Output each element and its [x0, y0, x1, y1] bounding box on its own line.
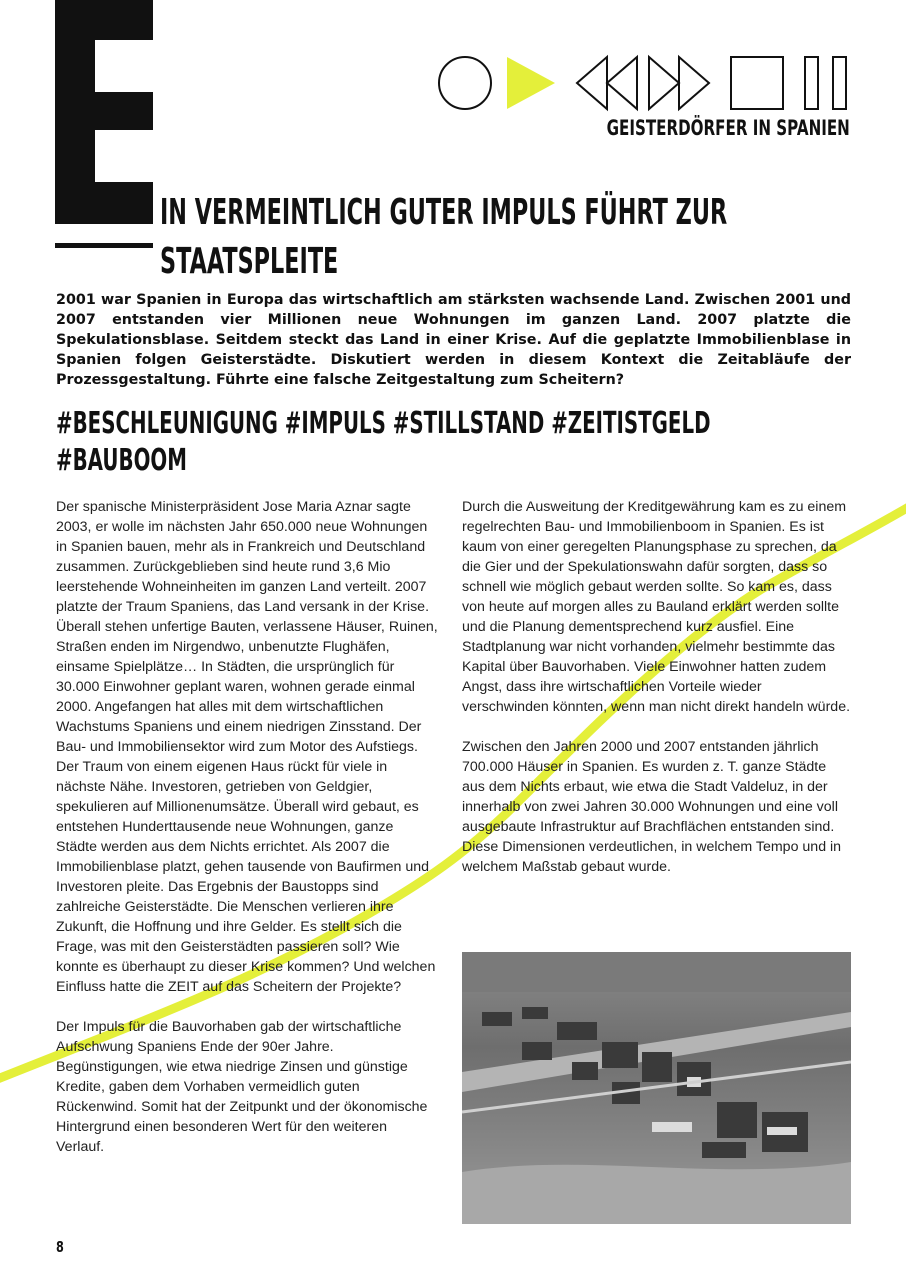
hashtags-line-2: #BAUBOOM: [56, 443, 187, 478]
body-paragraph: Durch die Ausweitung der Kreditgewährung kam es zu einem regelrechten Bau- und Immobilienboom in Spanien. Es ist kaum von einer geregelten Planungsphase zu sprechen, da die Gier und der Spekulationswahn dafür sorgten, dass so schnell wie möglich gebaut werden sollte. So kam es, dass von heute auf morgen alles zu Bauland erklärt werden sollte und die Planung dementsprechend kurz ausfiel. Eine Stadtplanung war nicht vorhanden, vielmehr bestimmte das Kapital über Bauvorhaben. Viele Einwohner hatten zudem Angst, dass ihre wirtschaftlichen Vorteile wieder verschwinden könnten, wenn man nicht direkt handeln würde.: [462, 499, 851, 715]
headline-line-1: IN VERMEINTLICH GUTER IMPULS FÜHRT ZUR: [160, 192, 728, 233]
hashtags-line-1: #BESCHLEUNIGUNG #IMPULS #STILLSTAND #ZEITISTGELD: [56, 406, 711, 441]
hashtags: [56, 405, 782, 479]
headline: [160, 188, 780, 286]
body-paragraph: Zwischen den Jahren 2000 und 2007 entstanden jährlich 700.000 Häuser in Spanien. Es wurden z. T. ganze Städte aus dem Nichts erbaut, wie etwa die Stadt Valdeluz, in der innerhalb von zwei Jahren 30.000 Wohnungen und eine voll ausgebaute Infrastruktur auf Brachflächen entstanden sind. Diese Dimensionen verdeutlichen, in welchem Tempo und in welchem Maßstab gebaut wurde.: [462, 739, 842, 875]
body-paragraph: Der Impuls für die Bauvorhaben gab der wirtschaftliche Aufschwung Spaniens Ende der 90er Jahre. Begünstigungen, wie etwa niedrige Zinsen und günstige Kredite, gaben dem Vorhaben vermeidlich guten Rückenwind. Somit hat der Zeitpunkt und der ökonomische Hintergrund einen besonderen Wert für den weiteren Verlauf.: [56, 1019, 428, 1155]
stop-icon: [731, 57, 783, 109]
running-head: GEISTERDÖRFER IN SPANIEN: [606, 116, 850, 140]
body-column-left: [56, 497, 438, 1177]
lead-paragraph: 2001 war Spanien in Europa das wirtschaftlich am stärksten wachsende Land. Zwischen 2001 und 2007 entstanden vier Millionen neue Wohnungen im ganzen Land. 2007 platzte die Spekulationsblase. Seitdem steckt das Land in einer Krise. Auf die geplatzte Immobilienblase in Spanien folgen Geisterstädte. Diskutiert werden in diesem Kontext die Zeitabläufe der Prozessgestaltung. Führte eine falsche Zeitgestaltung zum Scheitern?: [56, 292, 851, 388]
drop-cap-rule: [55, 243, 153, 248]
aerial-photo-ghost-town: [462, 952, 851, 1224]
circle-icon: [439, 57, 491, 109]
fast-forward-icon: [649, 57, 709, 109]
page-number: 8: [56, 1238, 64, 1256]
headline-line-2: STAATSPLEITE: [160, 241, 339, 282]
media-controls-icons: [437, 53, 852, 113]
play-icon: [507, 57, 555, 109]
body-column-right: [462, 497, 852, 897]
drop-cap-e: [55, 0, 153, 224]
pause-icon: [805, 57, 846, 109]
rewind-icon: [577, 57, 637, 109]
body-paragraph: Der spanische Ministerpräsident Jose Maria Aznar sagte 2003, er wolle im nächsten Jahr 650.000 neue Wohnungen in Spanien bauen, mehr als in Frankreich und Deutschland zusammen. Zurückgeblieben sind heute rund 3,6 Mio leerstehende Wohneinheiten im ganzen Land verteilt. 2007 platzte der Traum Spaniens, das Land versank in der Krise. Überall stehen unfertige Bauten, verlassene Häuser, Ruinen, Straßen enden im Nirgendwo, unbenutzte Flughäfen, einsame Spielplätze… In Städten, die ursprünglich für 30.000 Einwohner geplant waren, wohnen gerade einmal 2000. Angefangen hat alles mit dem wirtschaftlichen Wachstums Spaniens und einem niedrigen Zinsstand. Der Bau- und Immobiliensektor wird zum Motor des Aufstiegs. Der Traum von einem eigenen Haus rückt für viele in nächste Nähe. Investoren, getrieben von Geldgier, spekulieren auf Millionenumsätze. Überall wird gebaut, es entstehen Hunderttausende neue Wohnungen, ganze Städte werden aus dem Nichts errichtet. Als 2007 die Immobilienblase platzt, gehen tausende von Baufirmen und Investoren pleite. Das Ergebnis der Baustopps sind zahlreiche Geisterstädte. Die Menschen verlieren ihre Zukunft, die Hoffnung und ihre Gelder. Es stellt sich die Frage, was mit den Geisterstädten passieren soll? Wie konnte es überhaupt zu dieser Krise kommen? Und welchen Einfluss hatte die ZEIT auf das Scheitern der Projekte?: [56, 499, 438, 995]
